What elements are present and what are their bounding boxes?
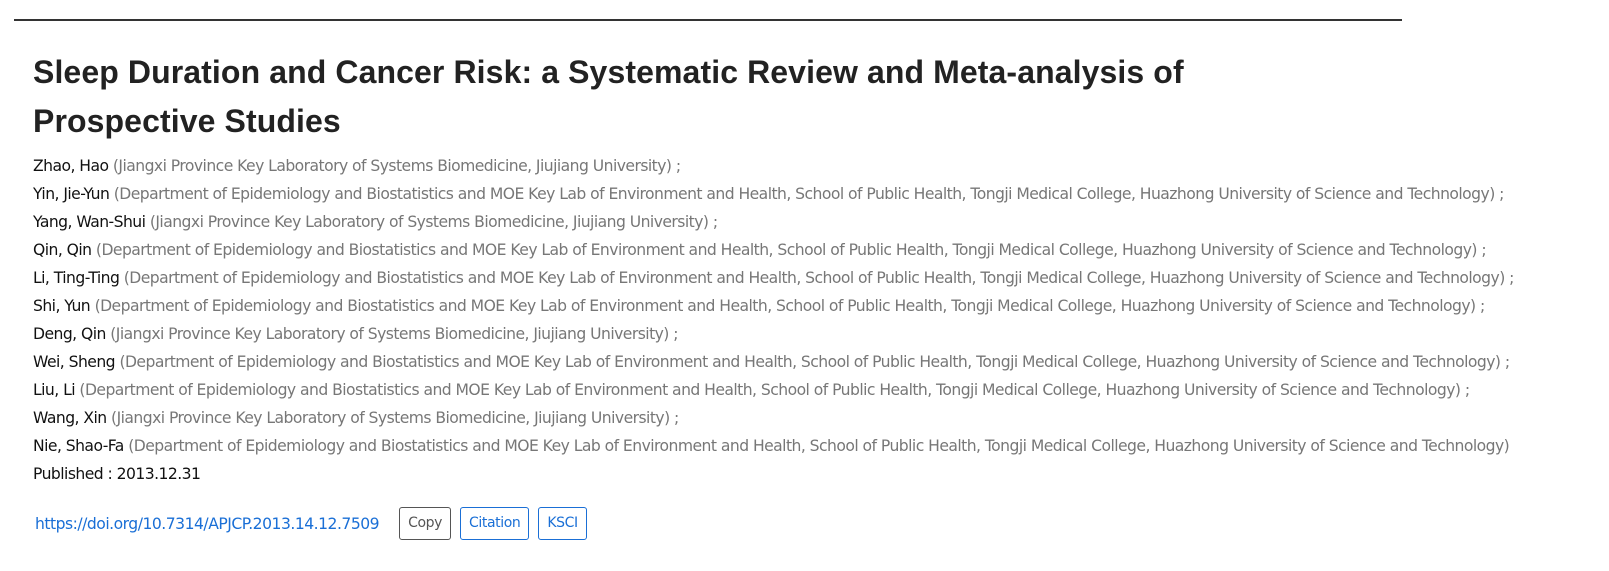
author-row [33, 180, 1603, 208]
author-name[interactable]: Liu, Li [33, 381, 75, 399]
author-row [33, 236, 1603, 264]
doi-link[interactable]: https://doi.org/10.7314/APJCP.2013.14.12.7509 [35, 514, 380, 533]
author-affiliation: (Department of Epidemiology and Biostatistics and MOE Key Lab of Environment and Health, School of Public Health, Tongji Medical College, Huazhong University of Science and Technology) ; [113, 185, 1504, 203]
author-name[interactable]: Li, Ting-Ting [33, 269, 120, 287]
author-name[interactable]: Shi, Yun [33, 297, 91, 315]
author-affiliation: (Department of Epidemiology and Biostatistics and MOE Key Lab of Environment and Health, School of Public Health, Tongji Medical College, Huazhong University of Science and Technology) ; [79, 381, 1470, 399]
author-name[interactable]: Qin, Qin [33, 241, 92, 259]
author-row [33, 264, 1603, 292]
author-name[interactable]: Nie, Shao-Fa [33, 437, 124, 455]
author-row [33, 404, 1603, 432]
author-name[interactable]: Wang, Xin [33, 409, 107, 427]
author-row [33, 432, 1603, 460]
author-name[interactable]: Yin, Jie-Yun [33, 185, 110, 203]
author-name[interactable]: Wei, Sheng [33, 353, 116, 371]
author-affiliation: (Department of Epidemiology and Biostatistics and MOE Key Lab of Environment and Health, School of Public Health, Tongji Medical College, Huazhong University of Science and Technology) ; [95, 241, 1487, 259]
author-name[interactable]: Yang, Wan-Shui [33, 213, 146, 231]
author-row [33, 292, 1603, 320]
author-row [33, 376, 1603, 404]
author-row [33, 152, 1603, 180]
author-row [33, 208, 1603, 236]
author-affiliation: (Department of Epidemiology and Biostatistics and MOE Key Lab of Environment and Health, School of Public Health, Tongji Medical College, Huazhong University of Science and Technology) [128, 437, 1510, 455]
copy-button[interactable]: Copy [399, 507, 451, 540]
published-date: Published : 2013.12.31 [33, 465, 201, 483]
article-title: Sleep Duration and Cancer Risk: a Systematic Review and Meta-analysis of Prospective Studies [33, 54, 1184, 139]
doi-row [33, 507, 1603, 540]
author-affiliation: (Jiangxi Province Key Laboratory of Systems Biomedicine, Jiujiang University) ; [149, 213, 718, 231]
citation-button[interactable]: Citation [460, 507, 529, 540]
author-affiliation: (Jiangxi Province Key Laboratory of Systems Biomedicine, Jiujiang University) ; [110, 325, 678, 343]
author-affiliation: (Jiangxi Province Key Laboratory of Systems Biomedicine, Jiujiang University) ; [112, 157, 681, 175]
author-affiliation: (Jiangxi Province Key Laboratory of Systems Biomedicine, Jiujiang University) ; [111, 409, 679, 427]
author-name[interactable]: Deng, Qin [33, 325, 106, 343]
author-affiliation: (Department of Epidemiology and Biostatistics and MOE Key Lab of Environment and Health, School of Public Health, Tongji Medical College, Huazhong University of Science and Technology) ; [123, 269, 1514, 287]
article-header [33, 48, 1603, 540]
author-list [33, 152, 1603, 460]
author-row [33, 348, 1603, 376]
top-divider [14, 19, 1402, 21]
ksci-button[interactable]: KSCI [538, 507, 586, 540]
author-affiliation: (Department of Epidemiology and Biostatistics and MOE Key Lab of Environment and Health, School of Public Health, Tongji Medical College, Huazhong University of Science and Technology) ; [94, 297, 1485, 315]
author-affiliation: (Department of Epidemiology and Biostatistics and MOE Key Lab of Environment and Health, School of Public Health, Tongji Medical College, Huazhong University of Science and Technology) ; [119, 353, 1510, 371]
author-row [33, 320, 1603, 348]
author-name[interactable]: Zhao, Hao [33, 157, 109, 175]
